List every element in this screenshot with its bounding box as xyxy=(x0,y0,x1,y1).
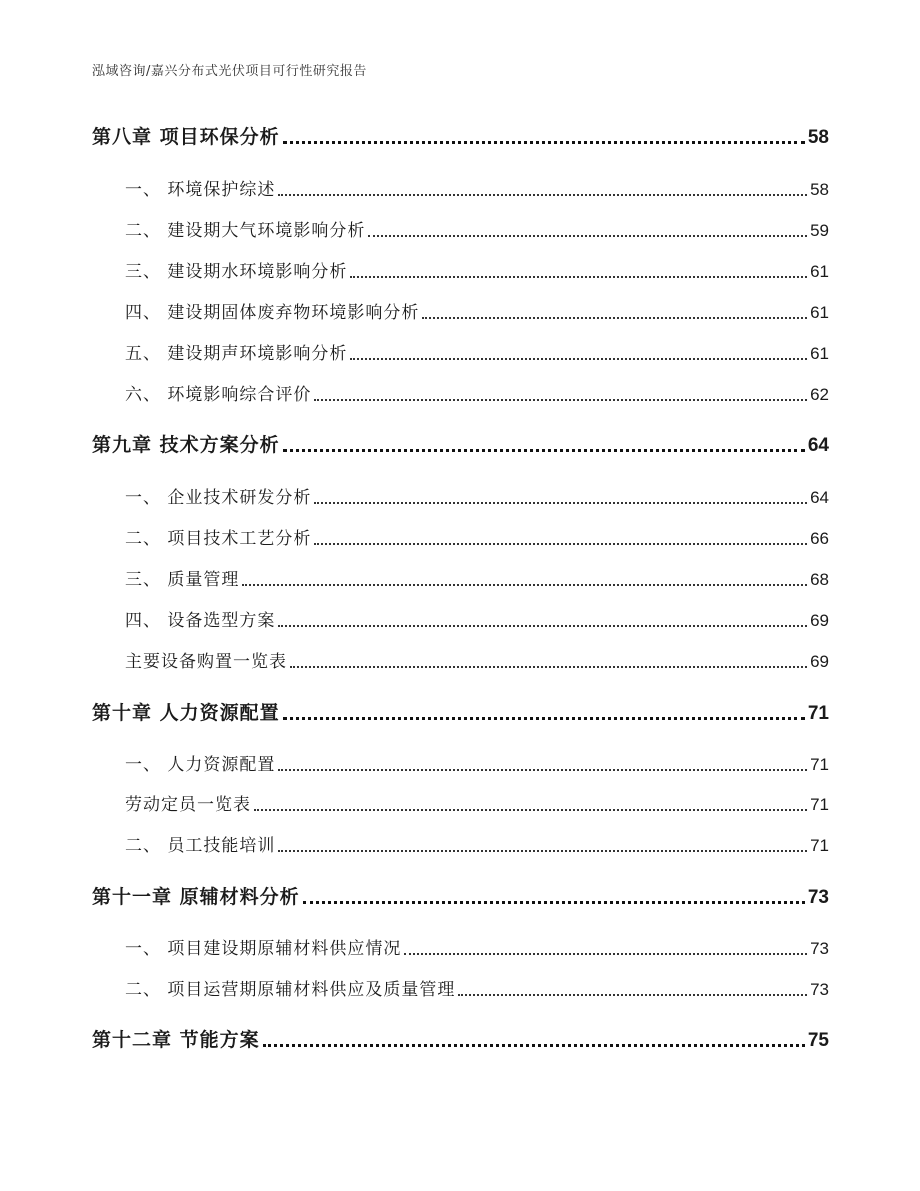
dot-leader xyxy=(278,624,807,627)
dot-leader xyxy=(242,583,807,586)
toc-entry[interactable] xyxy=(92,790,829,815)
toc-page-number: 64 xyxy=(810,488,829,507)
toc-entry-label: 主要设备购置一览表 xyxy=(125,652,287,672)
toc-chapter-8[interactable] xyxy=(92,122,829,149)
toc-entry[interactable] xyxy=(92,524,829,549)
toc-entry[interactable] xyxy=(92,339,829,364)
toc-entry-label: 第十章 人力资源配置 xyxy=(92,702,280,724)
dot-leader xyxy=(283,716,805,720)
toc-page-number: 71 xyxy=(810,836,829,855)
toc-entry-label: 第十二章 节能方案 xyxy=(92,1029,260,1051)
dot-leader xyxy=(278,849,807,852)
toc-page-number: 64 xyxy=(807,435,829,456)
toc-entry-label: 二、 项目技术工艺分析 xyxy=(125,529,312,549)
toc-entry[interactable] xyxy=(92,606,829,631)
dot-leader xyxy=(314,398,807,401)
dot-leader xyxy=(368,234,807,237)
dot-leader xyxy=(278,193,807,196)
toc-entry[interactable] xyxy=(92,380,829,405)
toc-entry-label: 三、 建设期水环境影响分析 xyxy=(125,262,348,282)
toc-entry[interactable] xyxy=(92,483,829,508)
toc-entry[interactable] xyxy=(92,647,829,672)
toc-page-number: 69 xyxy=(810,652,829,671)
toc-entry-label: 四、 建设期固体废弃物环境影响分析 xyxy=(125,303,420,323)
toc-entry-label: 一、 人力资源配置 xyxy=(125,755,276,775)
toc-page-number: 71 xyxy=(810,755,829,774)
dot-leader xyxy=(283,140,805,144)
dot-leader xyxy=(422,316,807,319)
dot-leader xyxy=(314,501,807,504)
dot-leader xyxy=(350,275,807,278)
toc-entry-label: 三、 质量管理 xyxy=(125,570,240,590)
toc-page-number: 73 xyxy=(810,939,829,958)
toc-page-number: 69 xyxy=(810,611,829,630)
toc-chapter-12[interactable] xyxy=(92,1025,829,1052)
toc-entry-label: 四、 设备选型方案 xyxy=(125,611,276,631)
toc-entry[interactable] xyxy=(92,175,829,200)
toc-entry-label: 第十一章 原辅材料分析 xyxy=(92,886,300,908)
toc-page-number: 66 xyxy=(810,529,829,548)
toc-entry-label: 二、 员工技能培训 xyxy=(125,836,276,856)
toc-entry-label: 劳动定员一览表 xyxy=(125,795,251,815)
toc-page-number: 71 xyxy=(807,703,829,724)
toc-page-number: 61 xyxy=(810,262,829,281)
dot-leader xyxy=(458,993,807,996)
toc-entry-label: 一、 项目建设期原辅材料供应情况 xyxy=(125,939,402,959)
toc-entry[interactable] xyxy=(92,934,829,959)
dot-leader xyxy=(350,357,807,360)
toc-entry[interactable] xyxy=(92,298,829,323)
toc-page-number: 61 xyxy=(810,344,829,363)
toc-entry[interactable] xyxy=(92,565,829,590)
toc-entry[interactable] xyxy=(92,216,829,241)
toc-page-number: 73 xyxy=(807,887,829,908)
toc-entry-label: 一、 环境保护综述 xyxy=(125,180,276,200)
toc-page-number: 75 xyxy=(807,1030,829,1051)
dot-leader xyxy=(283,448,805,452)
toc-chapter-10[interactable] xyxy=(92,698,829,725)
toc-entry-label: 五、 建设期声环境影响分析 xyxy=(125,344,348,364)
toc-entry-label: 第八章 项目环保分析 xyxy=(92,126,280,148)
toc-entry[interactable] xyxy=(92,750,829,775)
toc-entry-label: 第九章 技术方案分析 xyxy=(92,434,280,456)
dot-leader xyxy=(290,665,807,668)
toc-page-number: 58 xyxy=(810,180,829,199)
toc-page-number: 59 xyxy=(810,221,829,240)
toc-page-number: 62 xyxy=(810,385,829,404)
toc-entry-label: 二、 项目运营期原辅材料供应及质量管理 xyxy=(125,980,456,1000)
toc-page-number: 71 xyxy=(810,795,829,814)
toc-page-number: 58 xyxy=(807,127,829,148)
toc-entry[interactable] xyxy=(92,975,829,1000)
toc-entry[interactable] xyxy=(92,257,829,282)
dot-leader xyxy=(278,768,807,771)
toc-entry-label: 二、 建设期大气环境影响分析 xyxy=(125,221,366,241)
toc-page-number: 73 xyxy=(810,980,829,999)
page-header: 泓域咨询/嘉兴分布式光伏项目可行性研究报告 xyxy=(92,64,367,79)
toc-page-number: 68 xyxy=(810,570,829,589)
toc-chapter-11[interactable] xyxy=(92,882,829,909)
dot-leader xyxy=(404,952,807,955)
toc-page-number: 61 xyxy=(810,303,829,322)
dot-leader xyxy=(254,808,807,811)
toc-entry[interactable] xyxy=(92,831,829,856)
toc-entry-label: 六、 环境影响综合评价 xyxy=(125,385,312,405)
dot-leader xyxy=(314,542,807,545)
toc-entry-label: 一、 企业技术研发分析 xyxy=(125,488,312,508)
dot-leader xyxy=(303,900,805,904)
dot-leader xyxy=(263,1043,805,1047)
toc-chapter-9[interactable] xyxy=(92,430,829,457)
